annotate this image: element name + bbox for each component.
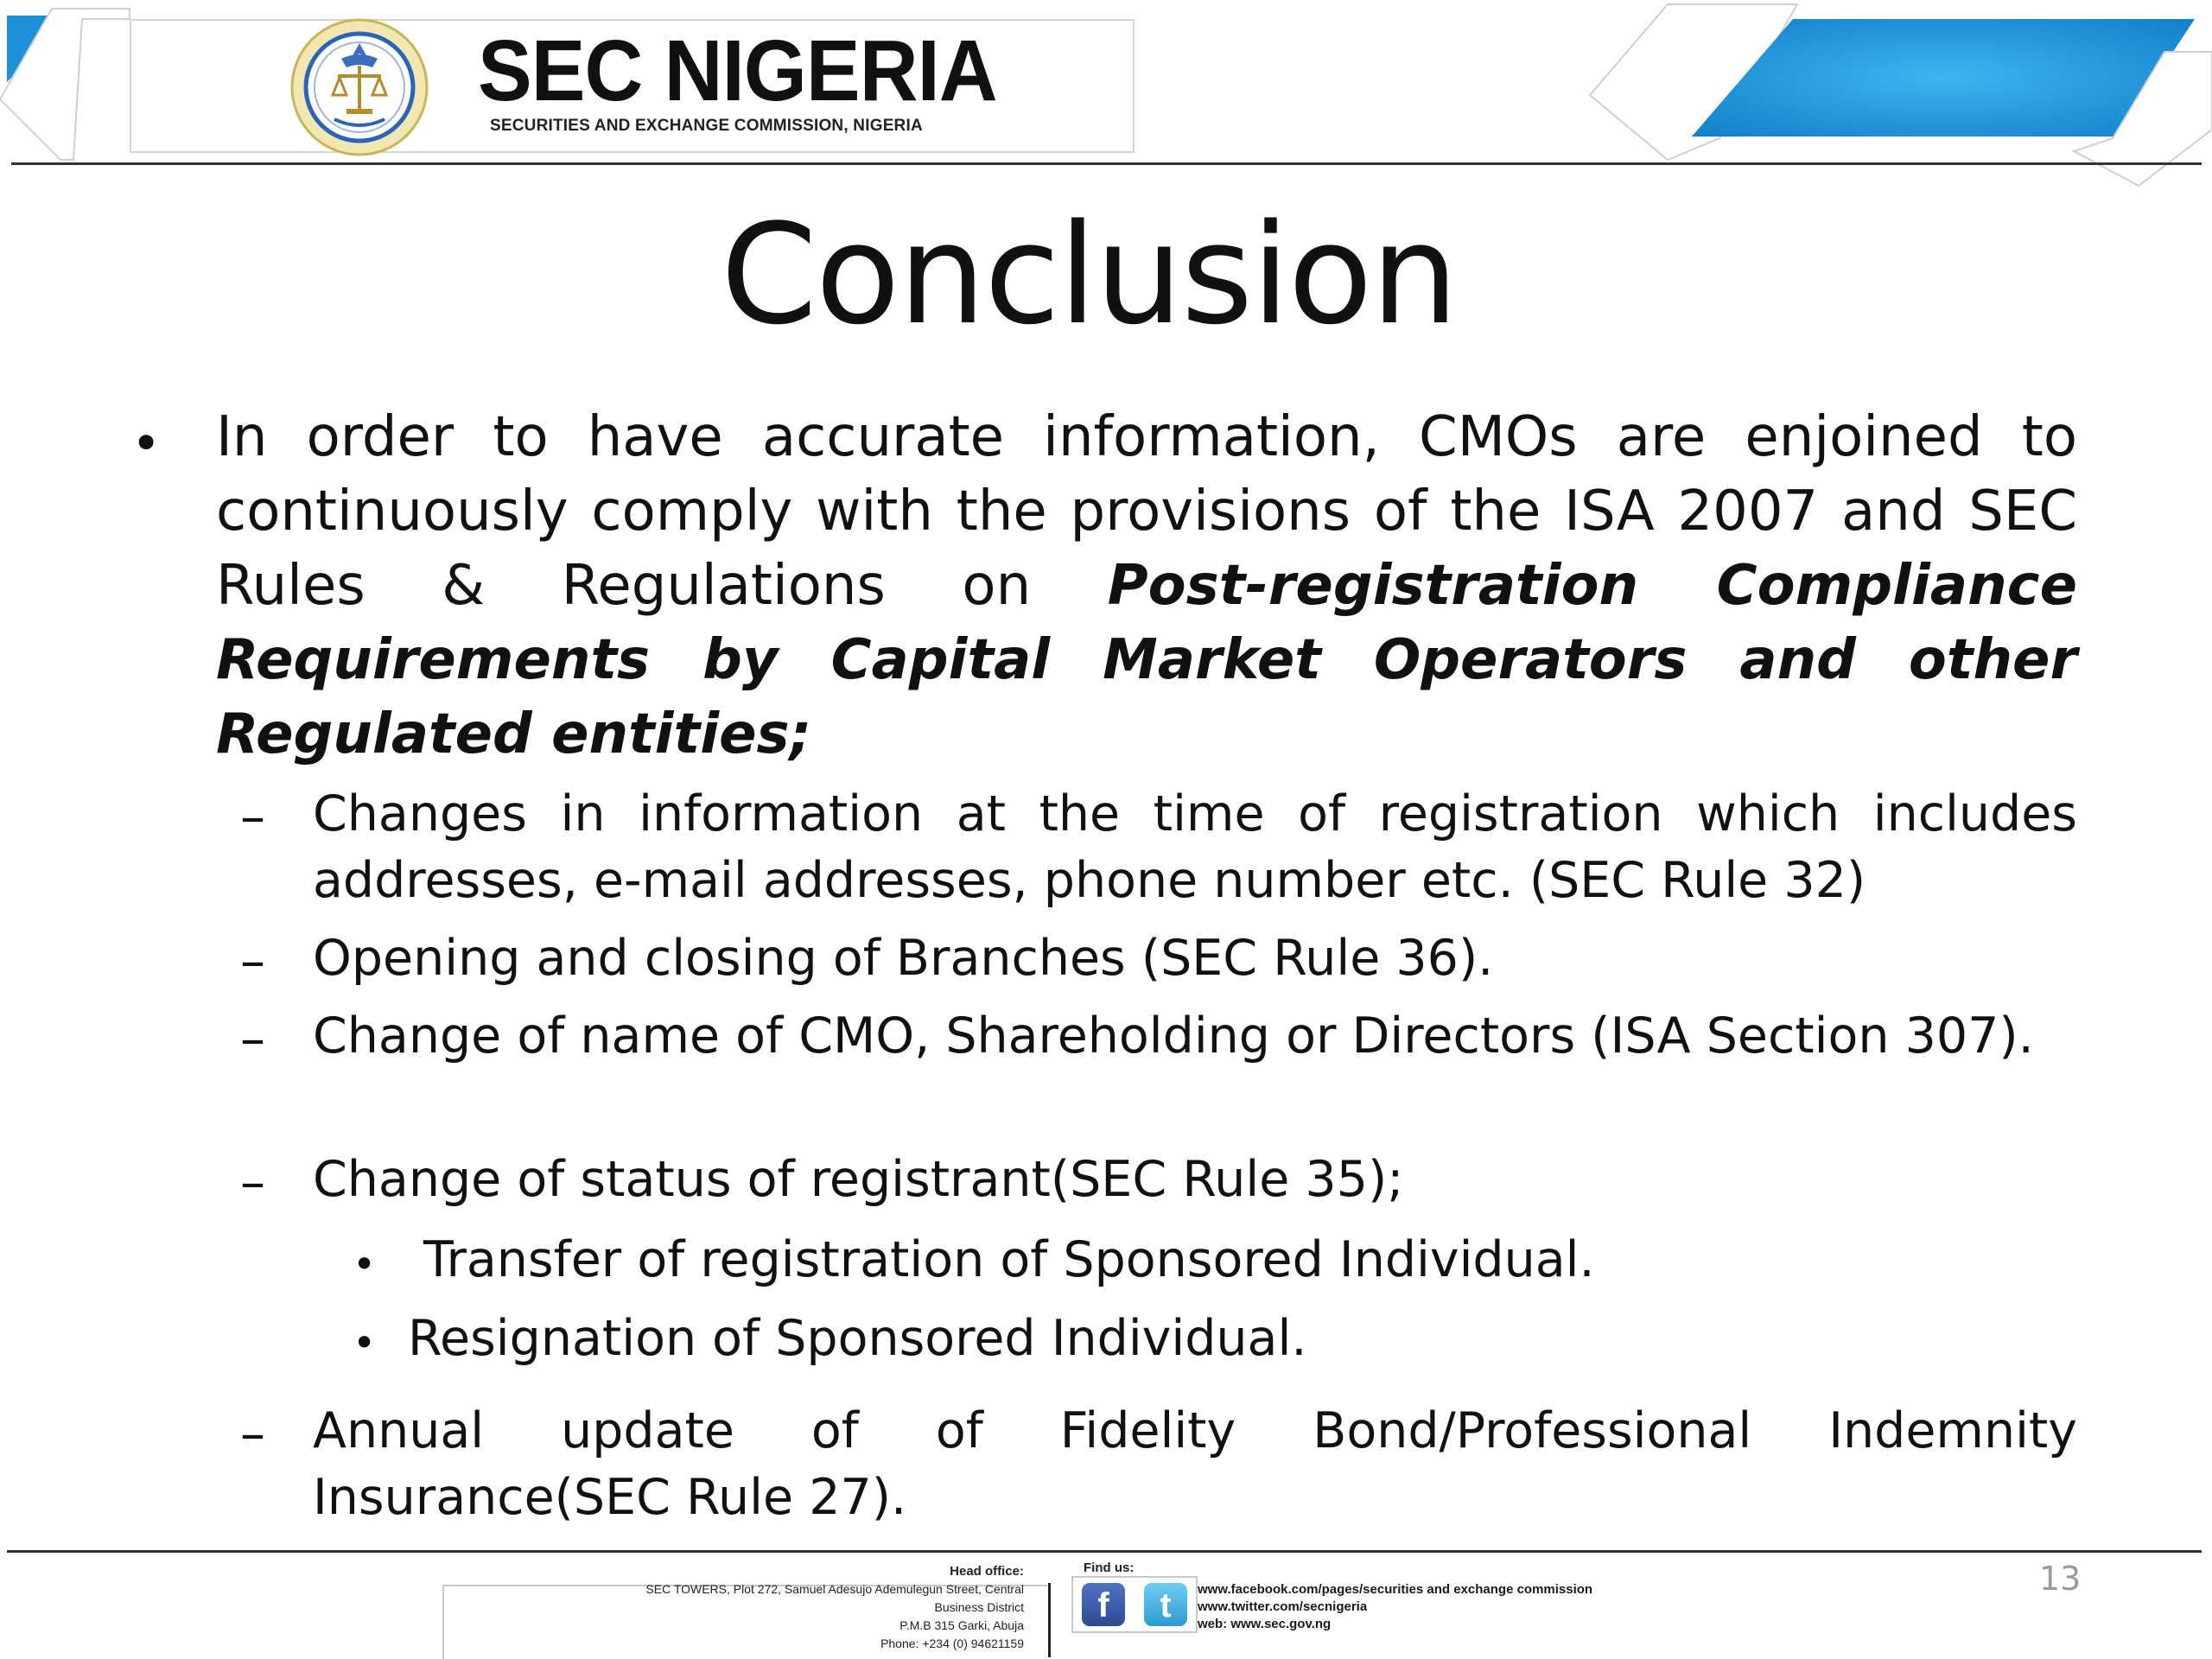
list-item: Annual update of of Fidelity Bond/Professional Indemnity Insurance(SEC Rule 27). bbox=[313, 1402, 2077, 1526]
slide-title: Conclusion bbox=[721, 194, 1457, 355]
brand-name: SEC NIGERIA bbox=[478, 22, 997, 119]
page-number: 13 bbox=[2039, 1560, 2082, 1598]
facebook-link[interactable]: www.facebook.com/pages/securities and exchange commission bbox=[1198, 1582, 1593, 1597]
list-item: Opening and closing of Branches (SEC Rule 36). bbox=[313, 930, 1494, 987]
sec-seal-icon bbox=[289, 17, 429, 157]
find-us-label: Find us: bbox=[1084, 1560, 1135, 1575]
intro-paragraph bbox=[216, 400, 2077, 772]
website-link[interactable]: web: www.sec.gov.ng bbox=[1198, 1617, 1332, 1631]
footer-divider bbox=[7, 1550, 2202, 1553]
dash-marker: – bbox=[240, 1153, 265, 1211]
address-line: Phone: +234 (0) 94621159 bbox=[880, 1637, 1024, 1650]
address-line: SEC TOWERS, Plot 272, Samuel Adesujo Ademulegun Street, Central bbox=[645, 1582, 1024, 1596]
head-office-label: Head office: bbox=[950, 1564, 1024, 1579]
sub-bullet-marker: • bbox=[353, 1319, 377, 1366]
address-line: P.M.B 315 Garki, Abuja bbox=[899, 1618, 1024, 1632]
dash-marker: – bbox=[240, 1404, 265, 1463]
sub-bullet-marker: • bbox=[353, 1241, 377, 1287]
social-icons bbox=[1071, 1576, 1198, 1633]
facebook-icon[interactable]: f bbox=[1082, 1583, 1125, 1626]
list-item: Change of name of CMO, Shareholding or Directors (ISA Section 307). bbox=[313, 1007, 2034, 1065]
dash-marker: – bbox=[240, 787, 265, 846]
twitter-icon[interactable]: t bbox=[1144, 1583, 1187, 1626]
address-line: Business District bbox=[934, 1600, 1024, 1614]
list-item: Change of status of registrant(SEC Rule 35); bbox=[313, 1151, 1404, 1208]
twitter-link[interactable]: www.twitter.com/secnigeria bbox=[1198, 1599, 1368, 1614]
dash-marker: – bbox=[240, 931, 265, 990]
dash-marker: – bbox=[240, 1009, 265, 1068]
intro-emphasis-text: Post-registration Compliance Requirements by Capital Market Operators and other Regulated entities; bbox=[216, 554, 2078, 766]
slide-footer bbox=[0, 1555, 2212, 1659]
head-office-address bbox=[645, 1562, 1024, 1653]
bullet-marker: • bbox=[131, 414, 162, 473]
sub-list-item: Resignation of Sponsored Individual. bbox=[408, 1310, 1307, 1367]
social-links bbox=[1198, 1581, 1592, 1633]
header-divider bbox=[11, 162, 2202, 165]
footer-separator bbox=[1048, 1583, 1051, 1657]
list-item: Changes in information at the time of registration which includes addresses, e-mail addresses, phone number etc. (SEC Rule 32) bbox=[313, 785, 2077, 909]
sub-list-item: Transfer of registration of Sponsored Individual. bbox=[423, 1231, 1595, 1288]
brand-tagline: SECURITIES AND EXCHANGE COMMISSION, NIGERIA bbox=[490, 117, 923, 135]
intro-plain-text: In order to have accurate information, CMOs are enjoined to continuously comply with the provisions of the ISA 2007 and SEC Rules & Regulations on bbox=[216, 405, 2077, 618]
slide-header bbox=[0, 0, 2212, 173]
